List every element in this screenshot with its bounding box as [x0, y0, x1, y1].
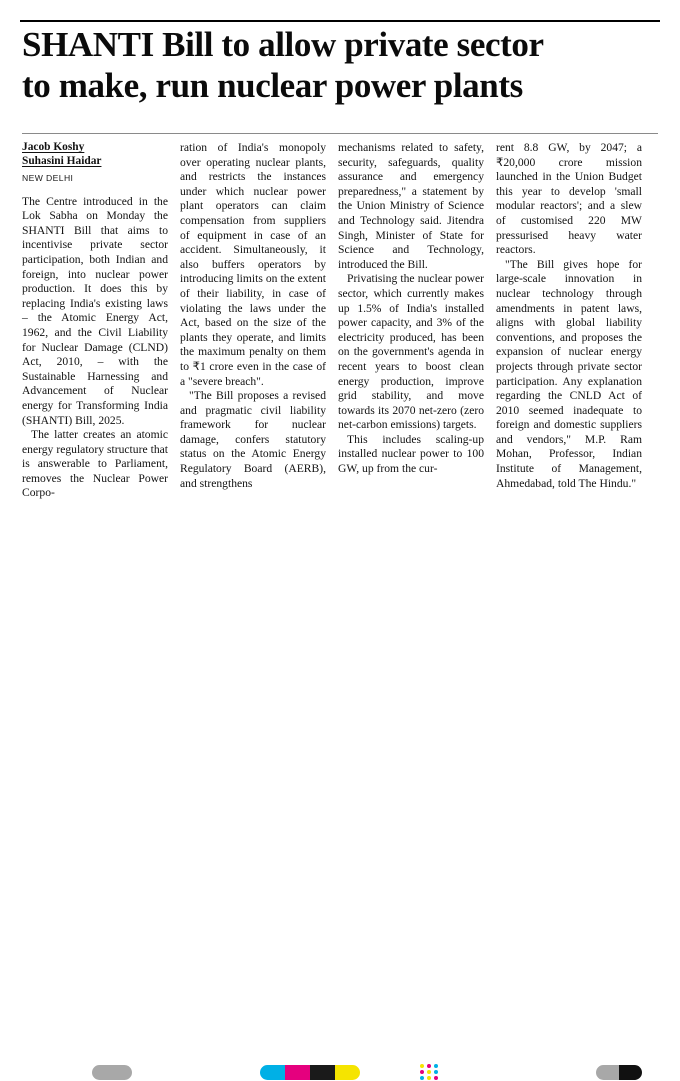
dot-magenta: [434, 1076, 438, 1080]
article-columns: [22, 141, 660, 521]
dot-yellow: [427, 1076, 431, 1080]
byline-author-1: Jacob Koshy: [22, 141, 85, 153]
dot-magenta: [427, 1064, 431, 1068]
color-swatch-strip: [260, 1065, 360, 1080]
paragraph: ration of India's monopoly over operating nuclear plants, and restricts the instances under which nuclear power plant operators can claim compensation from suppliers of equipment in case of an accident. Simultaneously, it also buffers operators by introducing limits on the extent of their liability, in case of violating the laws under the Act, based on the size of the plants they operate, and limits the maximum penalty on them to ₹1 crore even in the case of a "severe breach".: [180, 141, 326, 388]
paragraph: The Centre introduced in the Lok Sabha on Monday the SHANTI Bill that aims to incentivise private sector participation, both Indian and foreign, into nuclear power production. It does this by replacing India's existing laws – the Atomic Energy Act, 1962, and the Civil Liability for Nuclear Damage (CLND) Act, 2010, – with the Sustainable Harnessing and Advancement of Nuclear energy for Transforming India (SHANTI) Bill, 2025.: [22, 194, 168, 427]
article-column-4: [496, 141, 642, 521]
paragraph: This includes scaling-up installed nuclear power to 100 GW, up from the cur-: [338, 432, 484, 476]
headline-line-1: SHANTI Bill to allow private sector: [22, 25, 544, 64]
byline-author-2: Suhasini Haidar: [22, 154, 102, 167]
cyan-swatch: [260, 1065, 285, 1080]
dot-yellow: [427, 1070, 431, 1074]
print-registration-bar: [0, 528, 680, 561]
dot-magenta: [420, 1070, 424, 1074]
headline-line-2: to make, run nuclear power plants: [22, 66, 523, 105]
dot-cyan: [420, 1076, 424, 1080]
headline-divider: [22, 133, 658, 134]
cap-black-half: [619, 1065, 642, 1080]
page-headline: [22, 24, 658, 106]
dot-cyan: [434, 1070, 438, 1074]
magenta-swatch: [285, 1065, 310, 1080]
top-rule: [20, 20, 660, 22]
article-column-3: [338, 141, 484, 521]
dot-yellow: [420, 1064, 424, 1068]
paragraph: "The Bill proposes a revised and pragmatic civil liability framework for nuclear damage, confers statutory status on the Atomic Energy Regulatory Board (AERB), and strengthens: [180, 389, 326, 490]
paragraph: The latter creates an atomic energy regulatory structure that is answerable to Parliament, removes the Nuclear Power Corpo-: [22, 428, 168, 500]
grey-cap-mark: [92, 1065, 132, 1080]
yellow-swatch: [335, 1065, 360, 1080]
paragraph: mechanisms related to safety, security, safeguards, quality assurance and emergency preparedness," a statement by the Union Ministry of Science and Technology said. Jitendra Singh, Minister of State for Science and Technology, introduced the Bill.: [338, 141, 484, 271]
registration-dot-grid: [420, 1064, 444, 1081]
paragraph: Privatising the nuclear power sector, which currently makes up 1.5% of India's installed power capacity, and 3% of the electricity produced, has been on the government's agenda in recent years to boost clean energy production, improve grid stability, and move towards its 2070 net-zero (zero net-carbon emissions) targets.: [338, 272, 484, 432]
byline: [22, 141, 168, 168]
black-swatch: [310, 1065, 335, 1080]
dot-cyan: [434, 1064, 438, 1068]
cap-grey-half: [596, 1065, 619, 1080]
dateline: NEW DELHI: [22, 173, 74, 183]
grey-black-cap-mark: [596, 1065, 642, 1080]
paragraph: rent 8.8 GW, by 2047; a ₹20,000 crore mission launched in the Union Budget this year to develop 'small modular reactors'; and a slew of customised 220 MW pressurised heavy water reactors.: [496, 141, 642, 257]
paragraph: "The Bill gives hope for large-scale innovation in nuclear technology through amendments in patent laws, aligns with global liability conventions, and proposes the expansion of nuclear energy projects through private sector participation. Any explanation regarding the CNLD Act of 2010 seemed inadequate to foreign and domestic suppliers and vendors," M.P. Ram Mohan, Professor, Indian Institute of Management, Ahmedabad, told The Hindu.": [496, 257, 642, 490]
article-column-2: [180, 141, 326, 521]
article-column-1: [22, 141, 168, 521]
